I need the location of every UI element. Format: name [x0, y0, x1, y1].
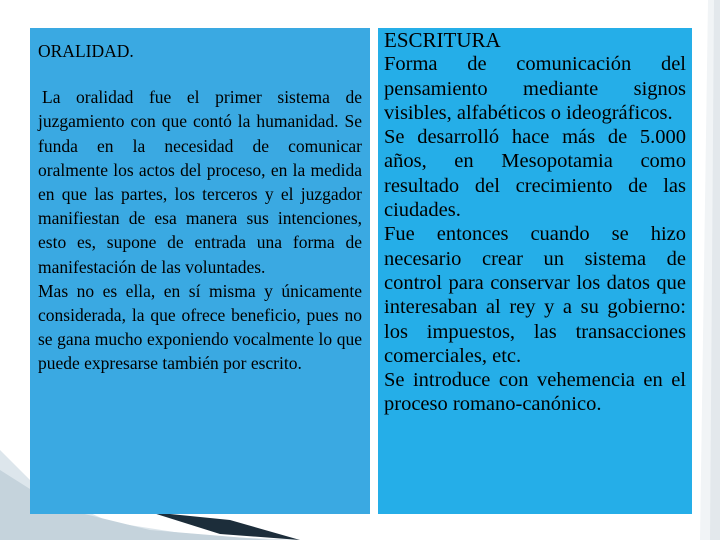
oralidad-paragraph-1: La oralidad fue el primer sistema de juzgamiento con que contó la humanidad. Se funda en la necesidad de comunicar oralmente los actos del proceso, en la medida en que las partes, los terceros y el juzgador manifiestan de esa manera sus intenciones, esto es, supone de entrada una forma de manifestación de las voluntades.: [38, 87, 362, 277]
oralidad-title: ORALIDAD.: [38, 41, 134, 61]
escritura-panel: [378, 28, 692, 514]
escritura-paragraph-1: Forma de comunicación del pensamiento mediante signos visibles, alfabéticos o ideográficos.: [384, 53, 686, 124]
escritura-paragraph-4: Se introduce con vehemencia en el proceso romano-canónico.: [384, 369, 686, 416]
escritura-paragraph-3: Fue entonces cuando se hizo necesario crear un sistema de control para conservar los datos que interesaban al rey y a su gobierno: los impuestos, las transacciones comerciales, etc.: [384, 223, 686, 367]
oralidad-paragraph-2: Mas no es ella, en sí misma y únicamente considerada, la que ofrece beneficio, pues no se gana mucho exponiendo vocalmente lo que puede expresarse también por escrito.: [38, 280, 362, 374]
oralidad-panel: [30, 28, 370, 514]
escritura-title: ESCRITURA: [384, 28, 501, 52]
escritura-paragraph-2: Se desarrolló hace más de 5.000 años, en Mesopotamia como resultado del crecimiento de las ciudades.: [384, 126, 686, 222]
decorative-right-edge: [690, 0, 720, 540]
